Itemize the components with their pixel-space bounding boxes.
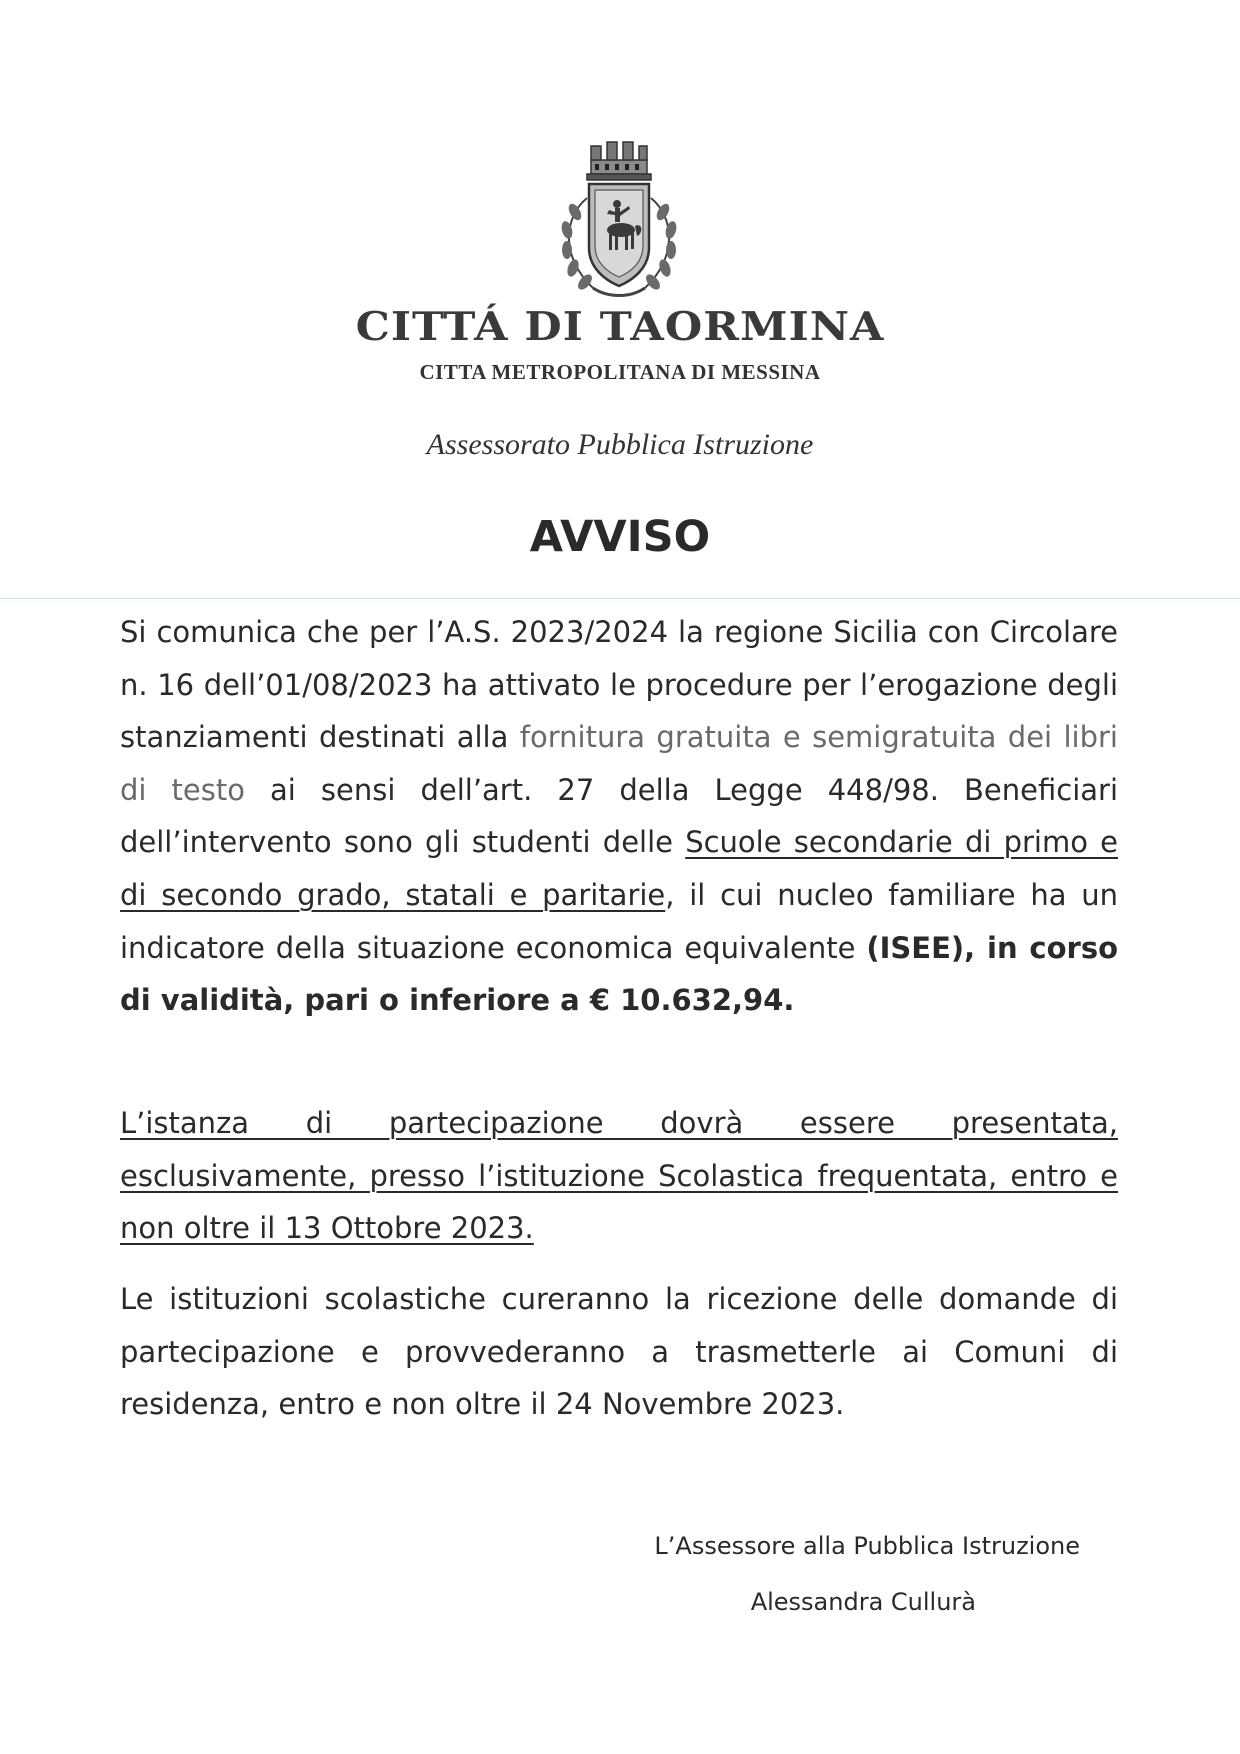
city-title: CITTÁ DI TAORMINA [355, 304, 885, 350]
municipal-crest-icon [553, 138, 685, 304]
paragraph-1-schools: Scuole secondarie di primo e di secondo grado, statali e paritarie [120, 825, 1118, 912]
scan-divider [0, 598, 1240, 599]
paragraph-1-textbooks: fornitura gratuita e semigratuita dei libri di testo [120, 720, 1118, 807]
paragraph-1-part-5: , il cui nucleo familiare ha un indicatore della situazione economica equivalente [120, 877, 1118, 965]
department-name: Assessorato Pubblica Istruzione [426, 428, 814, 461]
paragraph-1-isee: (ISEE), in corso di validità, pari o inferiore a € 10.632,94. [120, 930, 1118, 1018]
notice-title: AVVISO [529, 512, 711, 562]
paragraph-1-part-3: ai sensi dell’art. 27 della Legge 448/98. Beneficiari dell’intervento sono gli studenti delle [120, 772, 1119, 860]
signature-role: L’Assessore alla Pubblica Istruzione [654, 1532, 1080, 1560]
province-subtitle: CITTA METROPOLITANA DI MESSINA [419, 360, 821, 384]
paragraph-1-part-1: Si comunica che per l’A.S. 2023/2024 la regione Sicilia con Circolare n. 16 dell’01/08/2023 ha attivato le procedure per l’erogazione degli stanziamenti destinati alla [120, 615, 1118, 755]
signature-name: Alessandra Cullurà [750, 1588, 976, 1616]
notice-paragraph-3: Le istituzioni scolastiche cureranno la ricezione delle domande di partecipazione e provvederanno a trasmetterle ai Comuni di residenza, entro e non oltre il 24 Novembre 2023. [120, 1282, 1118, 1422]
notice-paragraph-1 [120, 606, 1118, 1027]
notice-paragraph-2: L’istanza di partecipazione dovrà essere presentata, esclusivamente, presso l’istituzione Scolastica frequentata, entro e non oltre il 13 Ottobre 2023. [120, 1106, 1118, 1246]
